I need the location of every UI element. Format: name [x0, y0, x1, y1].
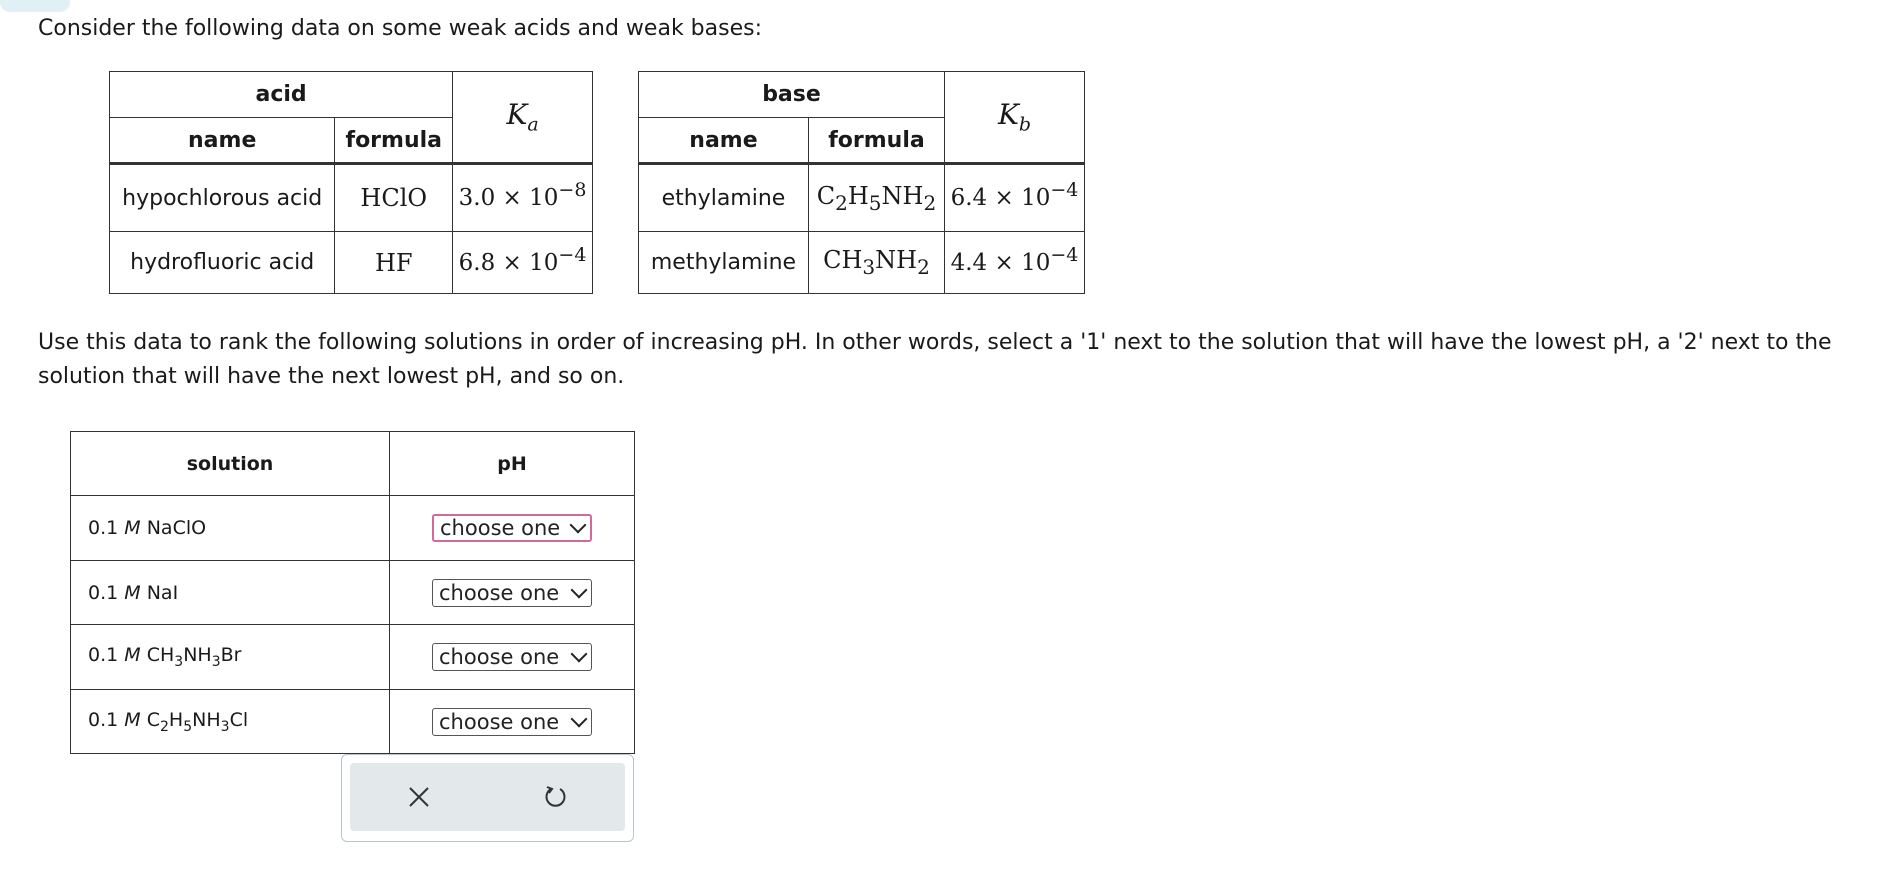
ph-rank-select[interactable]: choose one: [432, 708, 592, 736]
ka-header: $K_a$: [453, 72, 593, 164]
solution-header: solution: [71, 432, 390, 496]
chevron-down-icon: [570, 517, 587, 534]
instructions-text: Use this data to rank the following solutions in order of increasing pH. In other words, select a '1' next to the solution that will have the lowest pH, a '2' next to the solution that will have the next lowest pH, and so on.: [38, 330, 1832, 389]
ranking-table: [70, 431, 635, 754]
base-formula: $C_2H_5NH_2$: [808, 164, 944, 232]
table-row: [639, 164, 1085, 232]
table-row: [71, 561, 635, 625]
clear-button[interactable]: [399, 777, 439, 817]
kb-header: $K_b$: [945, 72, 1085, 164]
table-row: [110, 232, 593, 294]
solution-label: 0.1 M $C_2H_5NH_3Cl$: [71, 690, 390, 754]
reset-button[interactable]: [536, 777, 576, 817]
acid-name: hydrofluoric acid: [110, 232, 335, 294]
kb-value: $4.4 \times 10^{-4}$: [945, 232, 1085, 294]
table-row: [71, 625, 635, 690]
ph-rank-select[interactable]: choose one: [432, 579, 592, 607]
base-group-header: base: [639, 72, 945, 118]
solution-label: 0.1 M $CH_3NH_3Br$: [71, 625, 390, 690]
acid-name: hypochlorous acid: [110, 164, 335, 232]
acid-formula: HClO: [335, 164, 453, 232]
base-formula: $CH_3NH_2$: [808, 232, 944, 294]
base-formula-header: formula: [808, 118, 944, 164]
chevron-down-icon: [571, 581, 588, 598]
chevron-down-icon: [571, 646, 588, 663]
solution-label: 0.1 M NaClO: [71, 496, 390, 561]
base-data-table: [638, 71, 1085, 294]
intro-text: Consider the following data on some weak acids and weak bases:: [38, 16, 762, 41]
base-name-header: name: [639, 118, 809, 164]
ph-rank-select[interactable]: choose one: [432, 643, 592, 671]
top-tab-indicator: [0, 0, 70, 12]
ka-value: $6.8 \times 10^{-4}$: [453, 232, 593, 294]
table-row: [71, 690, 635, 754]
acid-group-header: acid: [110, 72, 453, 118]
base-name: methylamine: [639, 232, 809, 294]
solution-label: 0.1 M NaI: [71, 561, 390, 625]
ph-header: pH: [390, 432, 635, 496]
base-name: ethylamine: [639, 164, 809, 232]
kb-value: $6.4 \times 10^{-4}$: [945, 164, 1085, 232]
table-row: [639, 232, 1085, 294]
undo-icon: [543, 784, 569, 810]
ph-rank-select[interactable]: choose one: [432, 514, 592, 542]
close-icon: [408, 786, 430, 808]
chevron-down-icon: [571, 710, 588, 727]
acid-formula-header: formula: [335, 118, 453, 164]
acid-formula: HF: [335, 232, 453, 294]
acid-data-table: [109, 71, 593, 294]
answer-actions-panel: [341, 754, 634, 842]
ka-value: $3.0 \times 10^{-8}$: [453, 164, 593, 232]
table-row: [110, 164, 593, 232]
table-row: [71, 496, 635, 561]
acid-name-header: name: [110, 118, 335, 164]
